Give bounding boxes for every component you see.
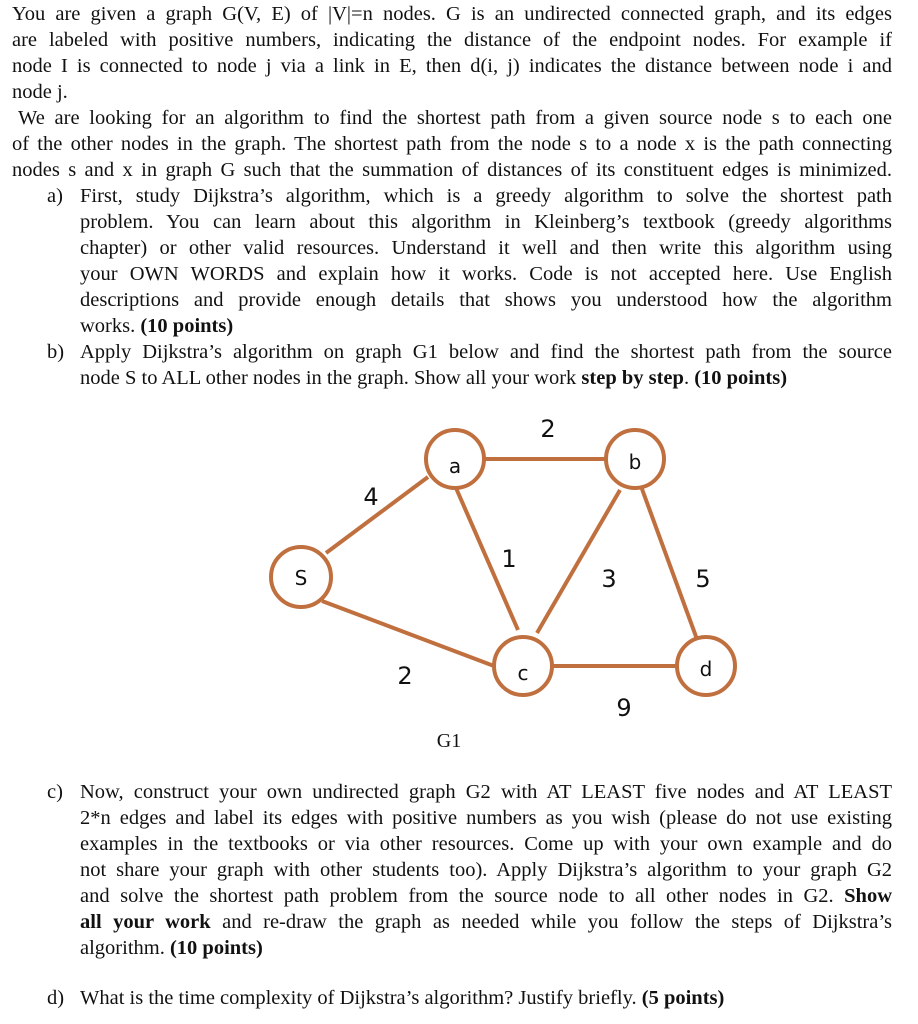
edge-b-c bbox=[537, 490, 620, 633]
weight-b-c: 3 bbox=[601, 565, 617, 593]
intro-line-4: node j. bbox=[12, 81, 68, 103]
node-b-label: b bbox=[628, 450, 642, 474]
weight-s-c: 2 bbox=[397, 662, 413, 690]
part-c-line-7 bbox=[80, 935, 263, 961]
part-b-points: (10 points) bbox=[694, 367, 788, 389]
intro-line-5: We are looking for an algorithm to find the shortest path from a given source node s to each one bbox=[18, 107, 892, 129]
part-a-label: a) bbox=[47, 185, 63, 207]
weight-s-a: 4 bbox=[363, 483, 379, 511]
intro-line-2: are labeled with positive numbers, indicating the distance of the endpoint nodes. For example if bbox=[12, 29, 892, 51]
part-a-line-3: chapter) or other valid resources. Understand it well and then write this algorithm using bbox=[80, 237, 892, 259]
node-a-label: a bbox=[448, 454, 462, 478]
edge-b-d bbox=[642, 489, 698, 642]
part-b-step-by-step: step by step bbox=[581, 367, 684, 389]
part-c-line-6-text: and re-draw the graph as needed while you follow the steps of Dijkstra’s bbox=[210, 911, 892, 933]
intro-line-6: of the other nodes in the graph. The shortest path from the node s to a node x is the path connecting bbox=[12, 133, 892, 155]
intro-line-1: You are given a graph G(V, E) of |V|=n nodes. G is an undirected connected graph, and its edges bbox=[12, 3, 892, 25]
part-b-line-2-mid: . bbox=[683, 367, 695, 389]
weight-c-d: 9 bbox=[616, 694, 632, 722]
part-b-label: b) bbox=[47, 341, 65, 363]
intro-line-7: nodes s and x in graph G such that the summation of distances of its constituent edges is minimized. bbox=[12, 159, 892, 181]
part-a-line-1: First, study Dijkstra’s algorithm, which is a greedy algorithm to solve the shortest path bbox=[80, 185, 892, 207]
part-a-line-5: descriptions and provide enough details that shows you understood how the algorithm bbox=[80, 289, 892, 311]
part-c-points: (10 points) bbox=[169, 937, 263, 959]
part-c-line-5-text: and solve the shortest path problem from the source node to all other nodes in G2. bbox=[80, 885, 845, 907]
node-d-label: d bbox=[699, 657, 713, 681]
weight-b-d: 5 bbox=[695, 565, 711, 593]
part-c-line-7-text: algorithm. bbox=[80, 937, 170, 959]
part-c-line-3: examples in the textbooks or via other resources. Come up with your own example and do bbox=[80, 833, 892, 855]
edge-s-c bbox=[322, 601, 494, 666]
part-c-label: c) bbox=[47, 781, 63, 803]
part-d-text: What is the time complexity of Dijkstra’s algorithm? Justify briefly. bbox=[80, 987, 642, 1009]
part-b-line-2-text: node S to ALL other nodes in the graph. Show all your work bbox=[80, 367, 582, 389]
part-d-points: (5 points) bbox=[641, 987, 725, 1009]
node-c-label: c bbox=[517, 661, 529, 685]
part-a-line-6-text: works. bbox=[80, 315, 141, 337]
part-a-line-2: problem. You can learn about this algorithm in Kleinberg’s textbook (greedy algorithms bbox=[80, 211, 892, 233]
part-d-label: d) bbox=[47, 987, 65, 1009]
weight-a-c: 1 bbox=[501, 545, 517, 573]
graph-caption: G1 bbox=[436, 730, 462, 752]
part-c-line-5 bbox=[80, 883, 892, 909]
part-c-line-4: not share your graph with other students too). Apply Dijkstra’s algorithm to your graph G2 bbox=[80, 859, 892, 881]
weight-a-b: 2 bbox=[540, 415, 556, 443]
part-c-show: Show bbox=[844, 885, 892, 907]
node-s-label: S bbox=[294, 566, 308, 590]
intro-line-3: node I is connected to node j via a link in E, then d(i, j) indicates the distance between node i and bbox=[12, 55, 892, 77]
part-b-line-1: Apply Dijkstra’s algorithm on graph G1 below and find the shortest path from the source bbox=[80, 341, 892, 363]
part-c-line-2: 2*n edges and label its edges with positive numbers as you wish (please do not use existing bbox=[80, 807, 892, 829]
part-a-line-4: your OWN WORDS and explain how it works. Code is not accepted here. Use English bbox=[80, 263, 892, 285]
part-c-all-your-work: all your work bbox=[80, 911, 211, 933]
part-c-line-1: Now, construct your own undirected graph G2 with AT LEAST five nodes and AT LEAST bbox=[80, 781, 892, 803]
part-a-points: (10 points) bbox=[140, 315, 234, 337]
part-d-line bbox=[80, 985, 724, 1011]
part-c-line-6 bbox=[80, 909, 892, 935]
